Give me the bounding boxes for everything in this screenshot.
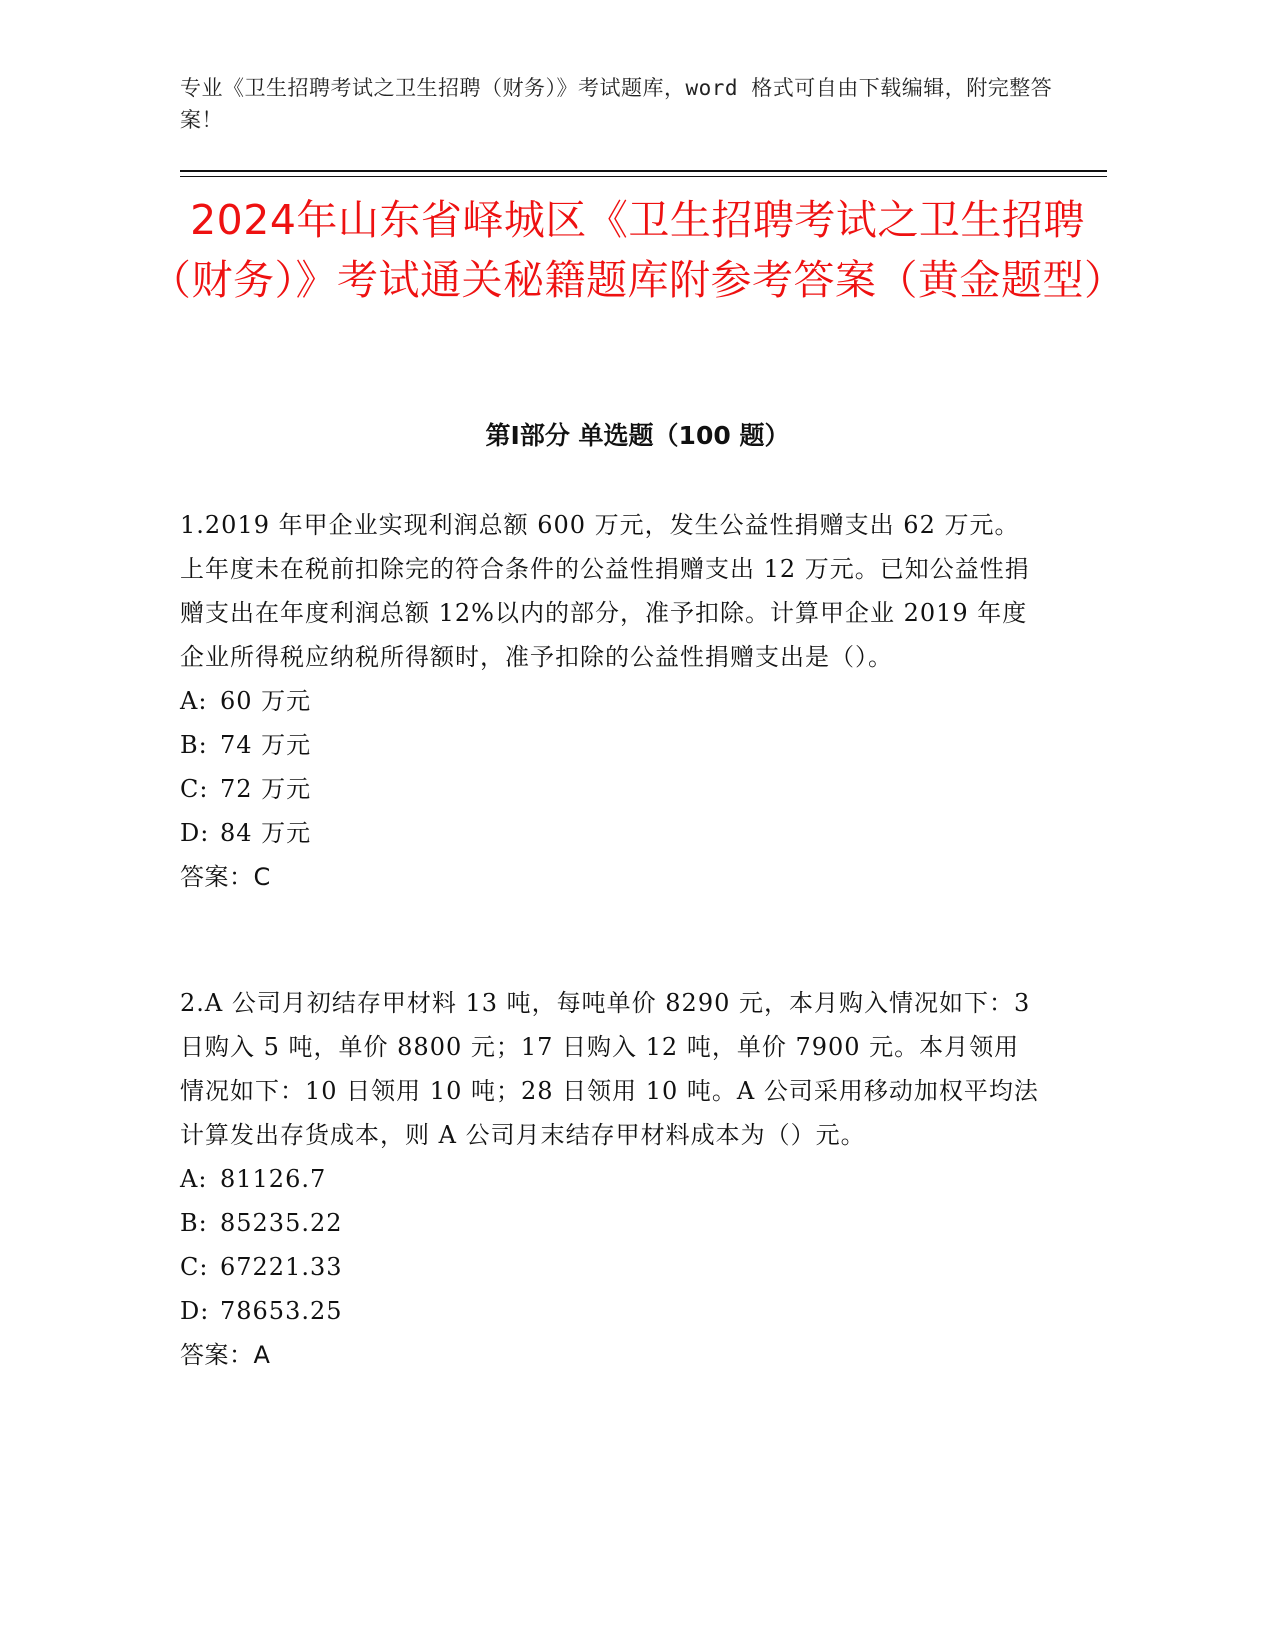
option-d	[180, 1289, 1040, 1333]
option-b	[180, 1201, 1040, 1245]
option-letter: D:	[180, 819, 210, 847]
question-1	[180, 503, 1040, 899]
option-text: 74 万元	[220, 731, 312, 759]
answer-line: 答案：A	[180, 1341, 271, 1369]
option-c	[180, 1245, 1040, 1289]
option-letter: A:	[180, 687, 208, 715]
option-letter: A:	[180, 1165, 208, 1193]
option-letter: B:	[180, 1209, 208, 1237]
option-letter: D:	[180, 1297, 210, 1325]
header-divider-thin	[180, 176, 1107, 177]
option-text: 78653.25	[220, 1297, 343, 1325]
header-note: 专业《卫生招聘考试之卫生招聘（财务）》考试题库，word 格式可自由下载编辑，附完整答案！	[180, 76, 1053, 132]
option-text: 60 万元	[220, 687, 312, 715]
answer-line: 答案：C	[180, 863, 271, 891]
option-text: 84 万元	[220, 819, 312, 847]
question-stem: 1.2019 年甲企业实现利润总额 600 万元，发生公益性捐赠支出 62 万元。上年度未在税前扣除完的符合条件的公益性捐赠支出 12 万元。已知公益性捐赠支出在年度利润总额 12%以内的部分，准予扣除。计算甲企业 2019 年度企业所得税应纳税所得额时，准予扣除的公益性捐赠支出是（）。	[180, 511, 1030, 671]
option-c	[180, 767, 1040, 811]
header-divider-thick	[180, 170, 1107, 172]
option-text: 81126.7	[220, 1165, 327, 1193]
option-a	[180, 1157, 1040, 1201]
option-b	[180, 723, 1040, 767]
option-text: 85235.22	[220, 1209, 343, 1237]
document-title: 2024年山东省峄城区《卫生招聘考试之卫生招聘（财务）》考试通关秘籍题库附参考答案（黄金题型）	[150, 196, 1126, 304]
option-a	[180, 679, 1040, 723]
option-d	[180, 811, 1040, 855]
option-letter: C:	[180, 775, 209, 803]
question-2	[180, 981, 1040, 1377]
option-text: 67221.33	[220, 1253, 343, 1281]
option-letter: B:	[180, 731, 208, 759]
option-text: 72 万元	[220, 775, 312, 803]
question-stem: 2.A 公司月初结存甲材料 13 吨，每吨单价 8290 元，本月购入情况如下：3 日购入 5 吨，单价 8800 元；17 日购入 12 吨，单价 7900 元。本月领用情况如下：10 日领用 10 吨；28 日领用 10 吨。A 公司采用移动加权平均法计算发出存货成本，则 A 公司月末结存甲材料成本为（）元。	[180, 989, 1039, 1149]
section-heading: 第Ⅰ部分 单选题（100 题）	[485, 421, 790, 450]
option-letter: C:	[180, 1253, 209, 1281]
